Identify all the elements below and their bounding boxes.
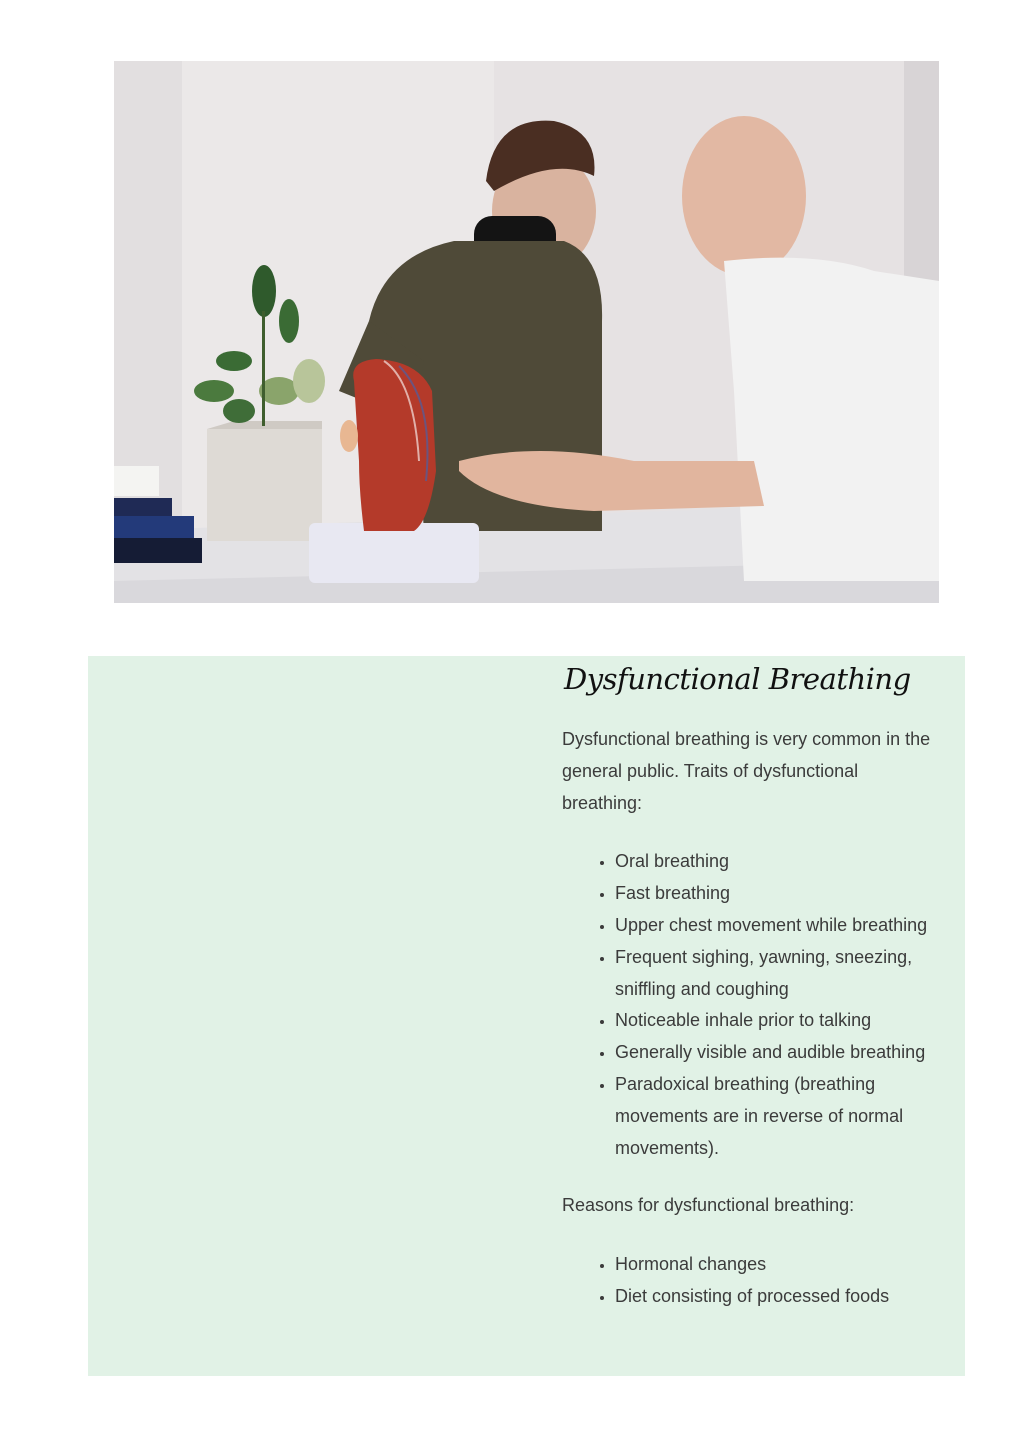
list-item: • Generally visible and audible breathing [615,1037,942,1069]
hero-photo [114,61,939,603]
reasons-list [562,1249,942,1313]
list-item: • Noticeable inhale prior to talking [615,1005,942,1037]
intro-paragraph: Dysfunctional breathing is very common in the general public. Traits of dysfunctional breathing: [562,729,931,813]
reasons-intro: Reasons for dysfunctional breathing: [562,1195,855,1216]
list-item: • Hormonal changes [615,1249,942,1281]
list-item: • Fast breathing [615,878,942,910]
list-item: • Paradoxical breathing (breathing movements are in reverse of normal movements). [615,1069,942,1164]
hero-photo-illustration [114,61,939,603]
list-item: • Upper chest movement while breathing [615,910,942,942]
list-item: • Oral breathing [615,846,942,878]
list-item: • Diet consisting of processed foods [615,1281,942,1313]
list-item: • Frequent sighing, yawning, sneezing, sniffling and coughing [615,942,942,1006]
traits-list [562,846,942,1164]
content-panel [88,656,965,1376]
section-title: Dysfunctional Breathing [564,662,911,696]
section-content [562,656,942,1313]
